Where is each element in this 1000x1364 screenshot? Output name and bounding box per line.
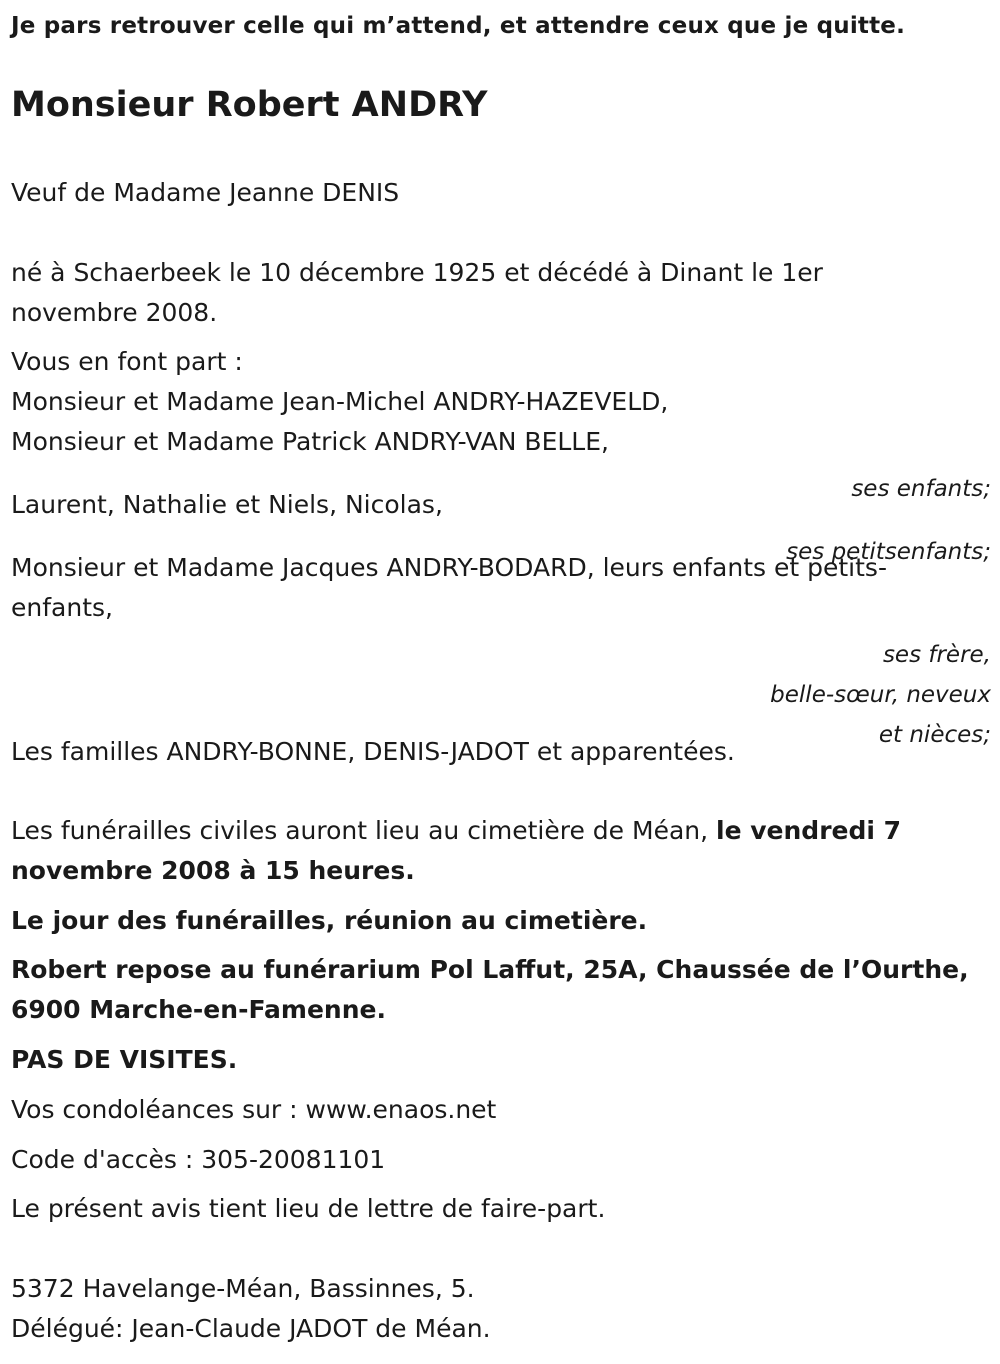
motto: Je pars retrouver celle qui m’attend, et attendre ceux que je quitte. bbox=[11, 13, 906, 39]
notice-line: Le présent avis tient lieu de lettre de faire-part. bbox=[11, 1194, 606, 1223]
condolences-line: Vos condoléances sur : www.enaos.net bbox=[11, 1095, 497, 1124]
children-line-2: Monsieur et Madame Patrick ANDRY-VAN BELLE, bbox=[11, 427, 609, 456]
rest-line-2: 6900 Marche-en-Famenne. bbox=[11, 995, 386, 1024]
grandchildren-line: Laurent, Nathalie et Niels, Nicolas, bbox=[11, 490, 443, 519]
funeral-date-part-2: novembre 2008 à 15 heures. bbox=[11, 856, 415, 885]
delegate-line: Délégué: Jean-Claude JADOT de Méan. bbox=[11, 1314, 491, 1343]
families-line: Les familles ANDRY-BONNE, DENIS-JADOT et apparentées. bbox=[11, 737, 735, 766]
brother-role-1: ses frère, bbox=[882, 642, 991, 668]
address-line: 5372 Havelange-Méan, Bassinnes, 5. bbox=[11, 1274, 475, 1303]
widow-line: Veuf de Madame Jeanne DENIS bbox=[11, 178, 400, 207]
brother-role-3: et nièces; bbox=[878, 722, 991, 748]
no-visits: PAS DE VISITES. bbox=[11, 1045, 238, 1074]
grandchildren-role: ses petitsenfants; bbox=[786, 539, 991, 565]
rest-line-1: Robert repose au funérarium Pol Laffut, 25A, Chaussée de l’Ourthe, bbox=[11, 955, 969, 984]
meeting-line: Le jour des funérailles, réunion au cimetière. bbox=[11, 906, 648, 935]
announcement-intro: Vous en font part : bbox=[11, 347, 243, 376]
access-code: Code d'accès : 305-20081101 bbox=[11, 1145, 386, 1174]
children-line-1: Monsieur et Madame Jean-Michel ANDRY-HAZEVELD, bbox=[11, 387, 669, 416]
funeral-text: Les funérailles civiles auront lieu au cimetière de Méan, bbox=[11, 816, 717, 845]
funeral-line-1 bbox=[11, 811, 901, 851]
deceased-name: Monsieur Robert ANDRY bbox=[11, 85, 488, 125]
brother-role-2: belle-sœur, neveux bbox=[770, 682, 991, 708]
brother-line-2: enfants, bbox=[11, 593, 113, 622]
birth-death-line-1: né à Schaerbeek le 10 décembre 1925 et décédé à Dinant le 1er bbox=[11, 258, 823, 287]
funeral-date-part-1: le vendredi 7 bbox=[716, 816, 902, 845]
birth-death-line-2: novembre 2008. bbox=[11, 298, 218, 327]
brother-line-1: Monsieur et Madame Jacques ANDRY-BODARD, leurs enfants et petits- bbox=[11, 553, 887, 582]
children-role: ses enfants; bbox=[851, 476, 991, 502]
